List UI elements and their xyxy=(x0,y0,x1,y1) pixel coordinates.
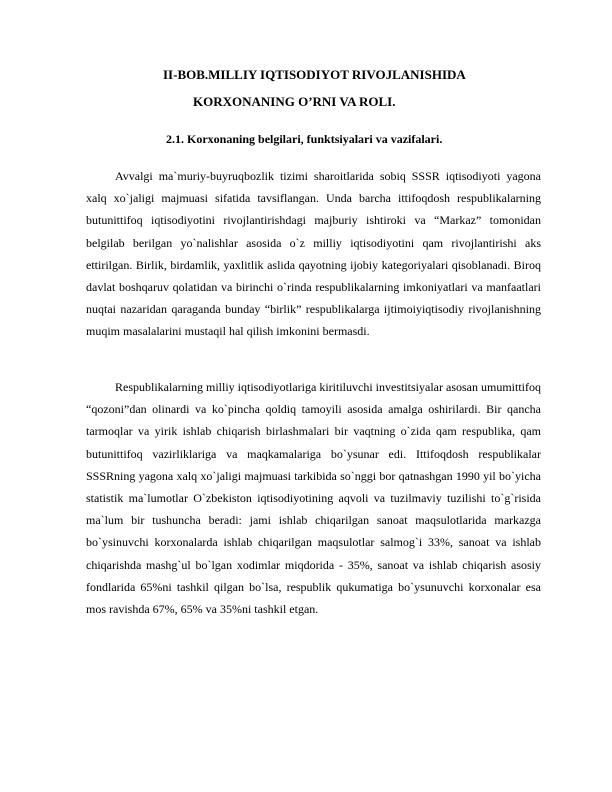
body-paragraph-2: Respublikalarning milliy iqtisodiyotlariga kiritiluvchi investitsiyalar asosan umumittifoq “qozoni”dan olinardi va ko`pincha qoldiq tamoyili asosida amalga oshirilardi. Bir qancha tarmoqlar va yirik ishlab chiqarish birlashmalari bir vaqtning o`zida qam respublika, qam butunittifoq vazirliklariga va maqkamalariga bo`ysunar edi. Ittifoqdosh respublikalar SSSRning yagona xalq xo`jaligi majmuasi tarkibida so`nggi bor qatnashgan 1990 yil bo`yicha statistik ma`lumotlar O`zbekiston iqtisodiyotining aqvoli va tuzilmaviy tuzilishi to`g`risida ma`lum bir tushuncha beradi: jami ishlab chiqarilgan sanoat maqsulotlarida markazga bo`ysinuvchi korxonalarda ishlab chiqarilgan maqsulotlar salmog`i 33%, sanoat va ishlab chiqarishda mashg`ul bo`lgan xodimlar miqdorida - 35%, sanoat va ishlab chiqarish asosiy fondlarida 65%ni tashkil qilgan bo`lsa, respublik qukumatiga bo`ysunuvchi korxonalar esa mos ravishda 67%, 65% va 35%ni tashkil etgan. xyxy=(86,380,541,617)
body-paragraph-1: Avvalgi ma`muriy-buyruqbozlik tizimi sharoitlarida sobiq SSSR iqtisodiyoti yagona xalq xo`jaligi majmuasi sifatida tavsiflangan. Unda barcha ittifoqdosh respublikalarning butunittifoq iqtisodiyotini rivojlantirishdagi majburiy ishtiroki va “Markaz” tomonidan belgilab berilgan yo`nalishlar asosida o`z milliy iqtisodiyotini qam rivojlantirishi aks ettirilgan. Birlik, birdamlik, yaxlitlik aslida qayotning ijobiy kategoriyalari qisoblanadi. Biroq davlat boshqaruv qolatidan va birinchi o`rinda respublikalarning imkoniyatlari va manfaatlari nuqtai nazaridan qaraganda bunday “birlik” respublikalarga ijtimoiyiqtisodiy rivojlanishning muqim masalalarini mustaqil hal qilish imkonini bermasdi. xyxy=(86,169,541,339)
section-title: 2.1. Korxonaning belgilari, funktsiyalari va vazifalari. xyxy=(166,132,443,146)
chapter-title-line-1: II-BOB.MILLIY IQTISODIYOT RIVOJLANISHIDA xyxy=(163,67,466,82)
chapter-title-line-2: KORXONANING O’RNI VA ROLI. xyxy=(193,94,396,109)
